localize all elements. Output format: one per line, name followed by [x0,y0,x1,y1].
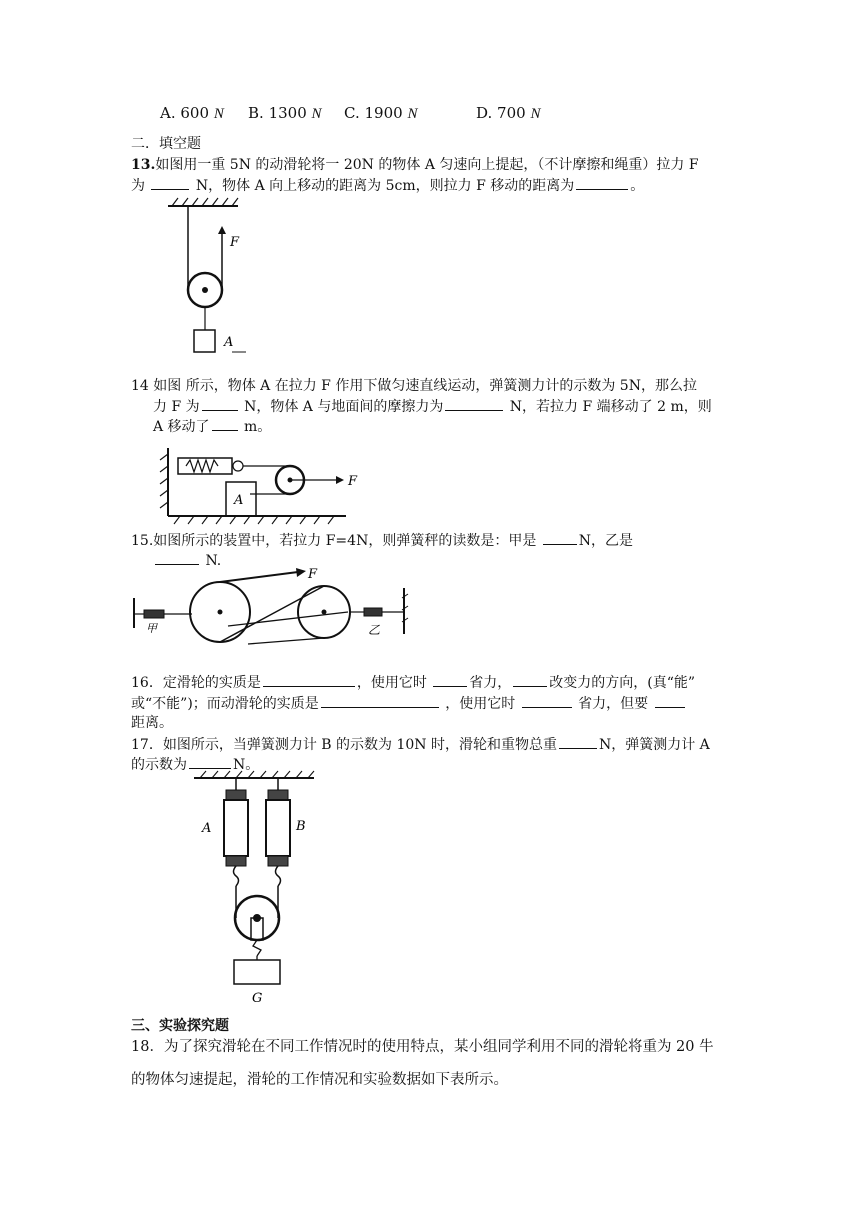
q13-pulley-figure [160,192,260,358]
q18-line-1: 18．为了探究滑轮在不同工作情况时的使用特点，某小组同学利用不同的滑轮将重为 20 牛 [131,1039,714,1055]
q17-line-1: 17．如图所示，当弹簧测力计 B 的示数为 10N 时，滑轮和重物总重 N，弹簧测力计 A [131,734,710,755]
q16-line-3: 距离。 [131,715,173,731]
option-c: C. 1900 N [344,104,418,122]
q17-pulley-figure [194,770,324,1004]
option-b: B. 1300 N [248,104,322,122]
q15-line-1: 15.如图所示的装置中，若拉力 F=4N，则弹簧秤的读数是：甲是 N，乙是 [131,530,633,551]
q13-line-1: 13.如图用一重 5N 的动滑轮将一 20N 的物体 A 匀速向上提起，（不计摩擦和绳重）拉力 F [131,157,699,173]
q14-line-3: A 移动了 m。 [153,416,271,437]
q16-line-2: 或“不能”)；而动滑轮的实质是 ，使用它时 省力，但要 [131,693,687,714]
q18-line-2: 的物体匀速提起，滑轮的工作情况和实验数据如下表所示。 [131,1072,508,1088]
q15-jia-label: 甲 [146,622,157,635]
q15-line-2: N. [153,550,221,571]
q15-f-label: F [308,567,318,582]
section-3-title: 三、实验探究题 [131,1018,229,1034]
q17-line-2: 的示数为 N。 [131,754,259,775]
option-d: D. 700 N [476,104,541,122]
section-2-title: 二．填空题 [131,136,201,152]
option-a: A. 600 N [160,104,224,122]
q13-a-label: A [224,335,234,350]
q14-a-label: A [234,493,244,508]
q14-line-2: 力 F 为 N，物体 A 与地面间的摩擦力为 N，若拉力 F 端移动了 2 m，则 [153,396,712,417]
q13-f-label: F [230,235,240,250]
q17-a-label: A [202,821,212,836]
q17-b-label: B [296,819,306,834]
q15-pulley-figure [128,568,428,648]
q17-g-label: G [252,991,263,1006]
q15-yi-label: 乙 [368,623,381,637]
q13-line-2: 为 N，物体 A 向上移动的距离为 5cm，则拉力 F 移动的距离为 。 [131,175,644,196]
q14-f-label: F [348,474,358,489]
q14-pulley-figure [150,442,370,528]
q16-line-1: 16．定滑轮的实质是 ，使用它时 省力， 改变力的方向，(真“能” [131,672,695,693]
q14-line-1: 14 如图 所示，物体 A 在拉力 F 作用下做匀速直线运动，弹簧测力计的示数为 5N，那么拉 [131,378,697,394]
